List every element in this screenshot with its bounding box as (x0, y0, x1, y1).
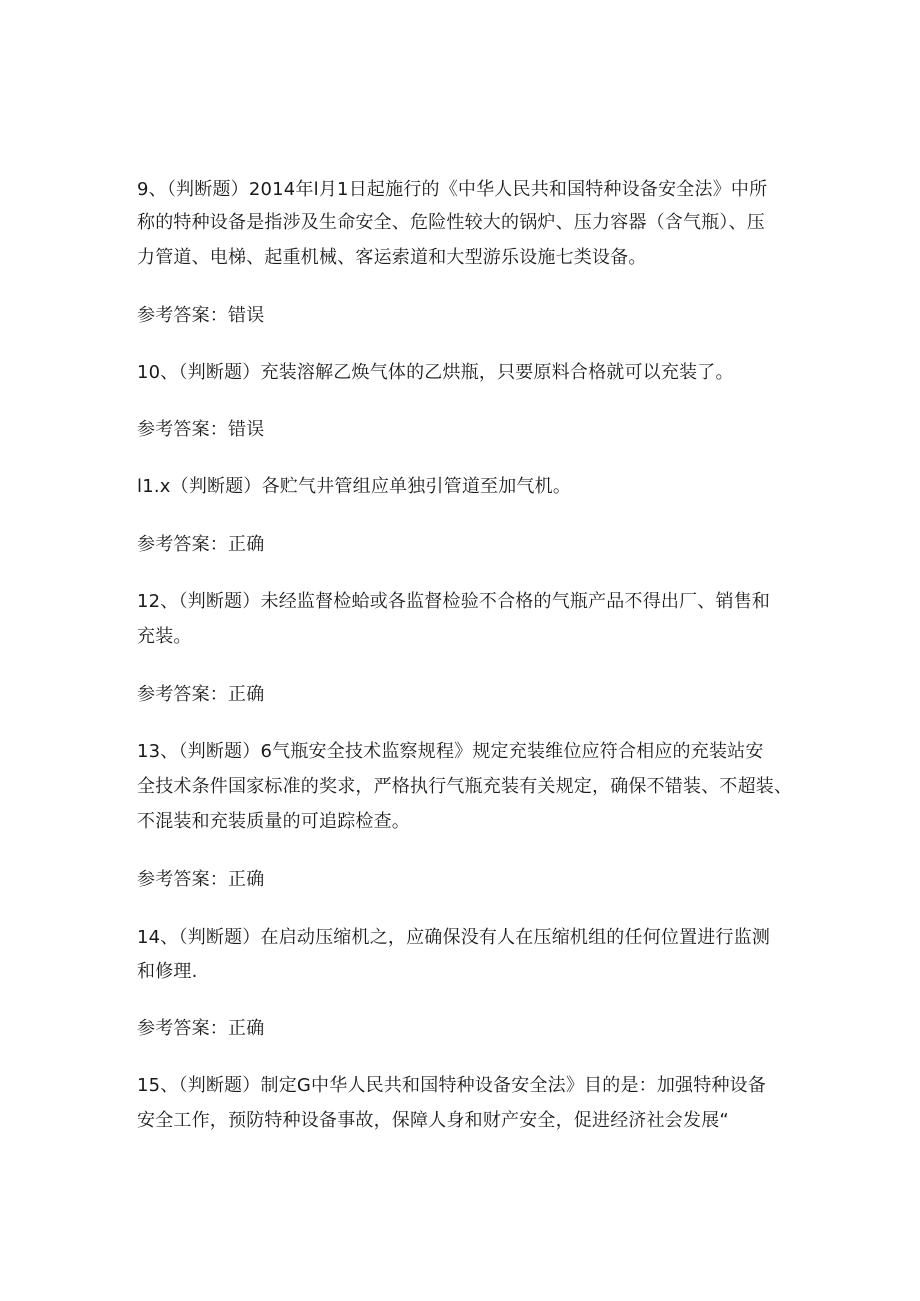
question-13-line-3: 不混装和充装质量的可追踪检查。 (137, 811, 410, 832)
answer-10: 参考答案：错误 (137, 419, 265, 440)
question-15-line-2: 安全工作，预防特种设备事故，保障人身和财产安全，促进经济社会发展“ (137, 1110, 729, 1131)
question-9-line-3: 力管道、电梯、起重机械、客运索道和大型游乐设施七类设备。 (137, 247, 647, 268)
answer-9: 参考答案：错误 (137, 305, 265, 326)
question-9-line-2: 称的特种设备是指涉及生命安全、危险性较大的锅炉、压力容器（含气瓶）、压 (137, 212, 765, 233)
question-13-line-1: 13、（判断题）6气瓶安全技术监察规程》规定充装维位应符合相应的充装站安 (137, 741, 764, 762)
question-12-line-2: 充装。 (137, 626, 192, 647)
question-11-line-1: l1.x（判断题）各贮气井管组应单独引管道至加气机。 (137, 476, 572, 497)
answer-12: 参考答案：正确 (137, 684, 265, 705)
answer-11: 参考答案：正确 (137, 534, 265, 555)
question-12-line-1: 12、（判断题）未经监督检蛤或各监督检验不合格的气瓶产品不得出厂、销售和 (137, 591, 771, 612)
question-9-line-1: 9、（判断题）2014年l月1日起施行的《中华人民共和国特种设备安全法》中所 (137, 179, 768, 200)
answer-14: 参考答案：正确 (137, 1018, 265, 1039)
question-10-line-1: 10、（判断题）充装溶解乙焕气体的乙烘瓶，只要原料合格就可以充装了。 (137, 362, 734, 383)
question-14-line-1: 14、（判断题）在启动压缩机之，应确保没有人在压缩机组的任何位置进行监测 (137, 927, 771, 948)
question-13-line-2: 全技术条件国家标准的奖求，严格执行气瓶充装有关规定，确保不错装、不超装、 (137, 776, 793, 797)
question-14-line-2: 和修理. (137, 961, 198, 982)
question-15-line-1: 15、（判断题）制定G中华人民共和国特种设备安全法》目的是：加强特种设备 (137, 1075, 767, 1096)
answer-13: 参考答案：正确 (137, 869, 265, 890)
